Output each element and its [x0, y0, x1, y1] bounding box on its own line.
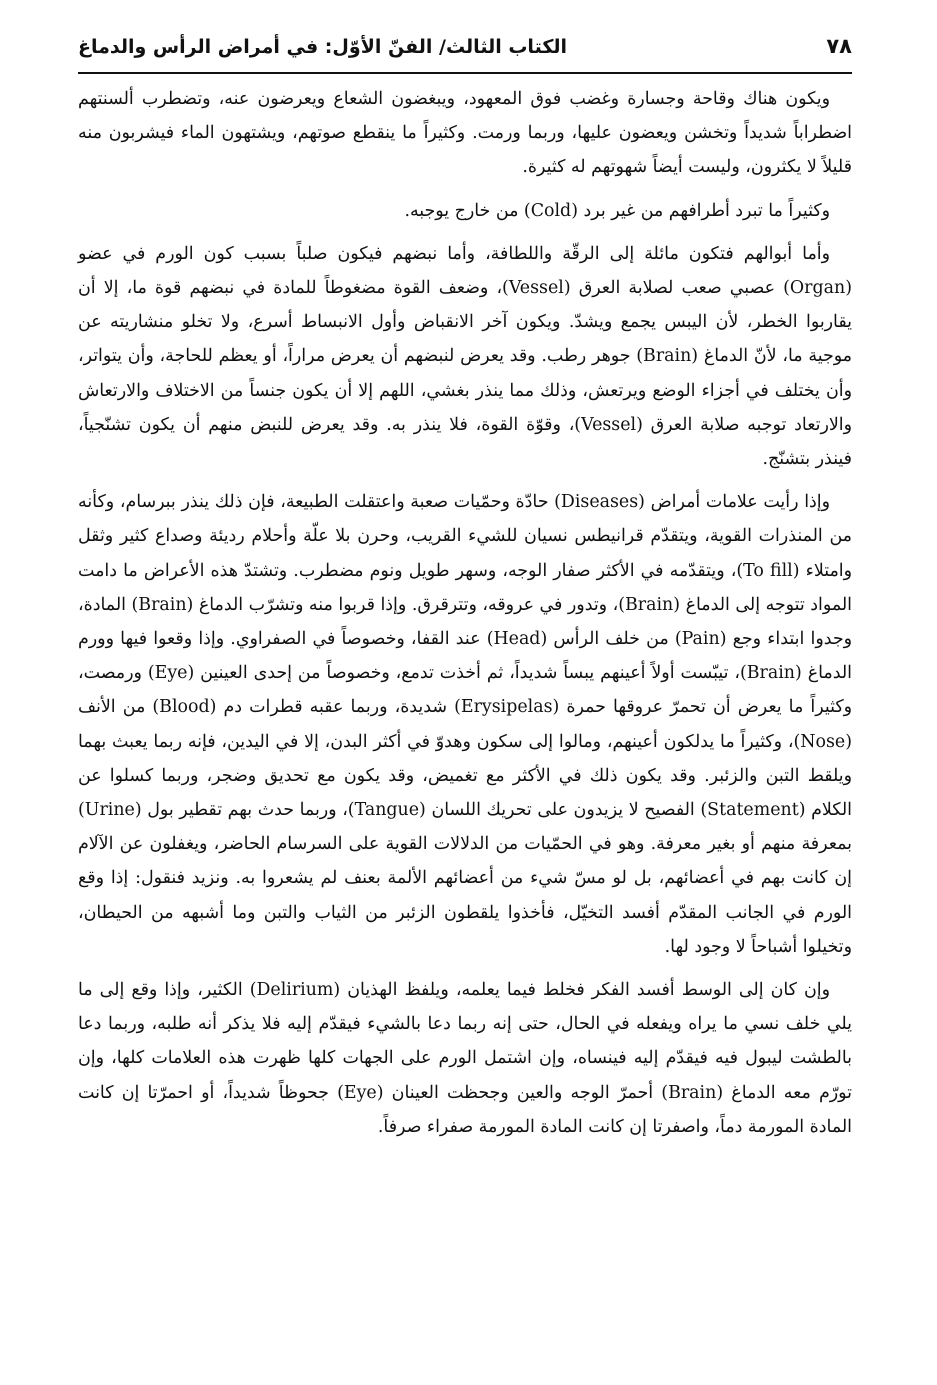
running-head: الكتاب الثالث/ الفنّ الأوّل: في أمراض الرأس والدماغ — [78, 36, 568, 58]
paragraph: وأما أبوالهم فتكون مائلة إلى الرقّة واللطافة، وأما نبضهم فيكون صلباً بسبب كون الورم في عضو (Organ) عصبي صعب لصلابة العرق (Vessel)، وضعف القوة مضغوطاً للمادة في نبضهم قوة ما، إلا أن يقاربوا الخطر، لأن اليبس يجمع ويشدّ. ويكون آخر الانقباض وأول الانبساط أسرع، ولا تخلو منشاريته عن موجية ما، لأنّ الدماغ (Brain) جوهر رطب. وقد يعرض لنبضهم أن يعرض مراراً، أو يعظم للحاجة، وأن يتواتر، وأن يختلف في أجزاء الوضع ويرتعش، وذلك مما ينذر بغشي، اللهم إلا أن يكون جنساً من الاختلاف والارتعاش والارتعاد توجبه صلابة العرق (Vessel)، وقوّة القوة، فلا ينذر به. وقد يعرض للنبض منهم أن يكون تشنّجياً، فينذر بتشنّج. — [78, 243, 852, 470]
page-number: ٧٨ — [826, 34, 852, 58]
paragraph: وإذا رأيت علامات أمراض (Diseases) حادّة وحمّيات صعبة واعتقلت الطبيعة، فإن ذلك ينذر ببرسام، وكأنه من المنذرات القوية، ويتقدّم قرانيطس نسيان للشيء القريب، وحرن بلا علّة وأحلام رديئة وصداع كثير وثقل وامتلاء (To fill)، ويتقدّمه في الأكثر صفار الوجه، وسهر طويل ونوم مضطرب. وتشتدّ هذه الأعراض ما دامت المواد تتوجه إلى الدماغ (Brain)، وتدور في عروقه، وتترقرق. وإذا قربوا منه وتشرّب الدماغ (Brain) المادة، وجدوا ابتداء وجع (Pain) من خلف الرأس (Head) عند القفا، وخصوصاً في الصفراوي. وإذا وقعوا فيها وورم الدماغ (Brain)، تيبّست أولاً أعينهم يبساً شديداً، ثم أخذت تدمع، وخصوصاً من إحدى العينين (Eye) ورمصت، وكثيراً ما يعرض أن تحمرّ عروقها حمرة (Erysipelas) شديدة، وربما عقبه قطرات دم (Blood) من الأنف (Nose)، وكثيراً ما يدلكون أعينهم، ومالوا إلى سكون وهدوّ في أكثر البدن، إلا في اليدين، فإنه ربما يعبث بهما ويلقط التبن والزئبر. وقد يكون ذلك في الأكثر مع تغميض، وقد يكون مع تحديق وضجر، وربما كسلوا عن الكلام (Statement) الفصيح لا يزيدون على تحريك اللسان (Tangue)، وربما حدث بهم تقطير بول (Urine) بمعرفة منهم أو بغير معرفة. وهو في الحمّيات من الدلالات القوية على السرسام الحاضر، ويغفلون عن الآلام إن كانت بهم في أعضائهم، بل لو مسّ شيء من أعضائهم الألمة بعنف لم يشعروا به. ونزيد فنقول: إذا وقع الورم في الجانب المقدّم أفسد التخيّل، فأخذوا يلقطون الزئبر من الثياب والتبن وما أشبهه من الحيطان، وتخيلوا أشباحاً لا وجود لها. — [78, 492, 853, 957]
book-page — [78, 34, 852, 1144]
paragraph: وإن كان إلى الوسط أفسد الفكر فخلط فيما يعلمه، ويلفظ الهذيان (Delirium) الكثير، وإذا وقع إلى ما يلي خلف نسي ما يراه ويفعله في الحال، حتى إنه ربما دعا بالشيء فيقدّم إليه فلا يذكر أنه طلبه، وربما دعا بالطشت ليبول فيه فيقدّم إليه فينساه، وإن اشتمل الورم على الجهات كلها ظهرت هذه العلامات كلها، وإن تورّم معه الدماغ (Brain) أحمرّ الوجه والعين وجحظت العينان (Eye) جحوظاً شديداً، أو احمرّتا إن كانت المادة المورمة دماً، واصفرتا إن كانت المادة المورمة صفراء صرفاً. — [78, 980, 852, 1137]
body-text — [78, 82, 852, 1144]
paragraph: وكثيراً ما تبرد أطرافهم من غير برد (Cold) من خارج يوجبه. — [404, 200, 830, 221]
page-header — [78, 34, 852, 74]
paragraph: ويكون هناك وقاحة وجسارة وغضب فوق المعهود، ويبغضون الشعاع ويعرضون عنه، وتضطرب ألسنتهم اضطراباً شديداً وتخشن ويعضون عليها، وربما ورمت. وكثيراً ما ينقطع صوتهم، ويشتهون الماء فيشربون منه قليلاً لا يكثرون، وليست أيضاً شهوتهم له كثيرة. — [78, 89, 852, 178]
